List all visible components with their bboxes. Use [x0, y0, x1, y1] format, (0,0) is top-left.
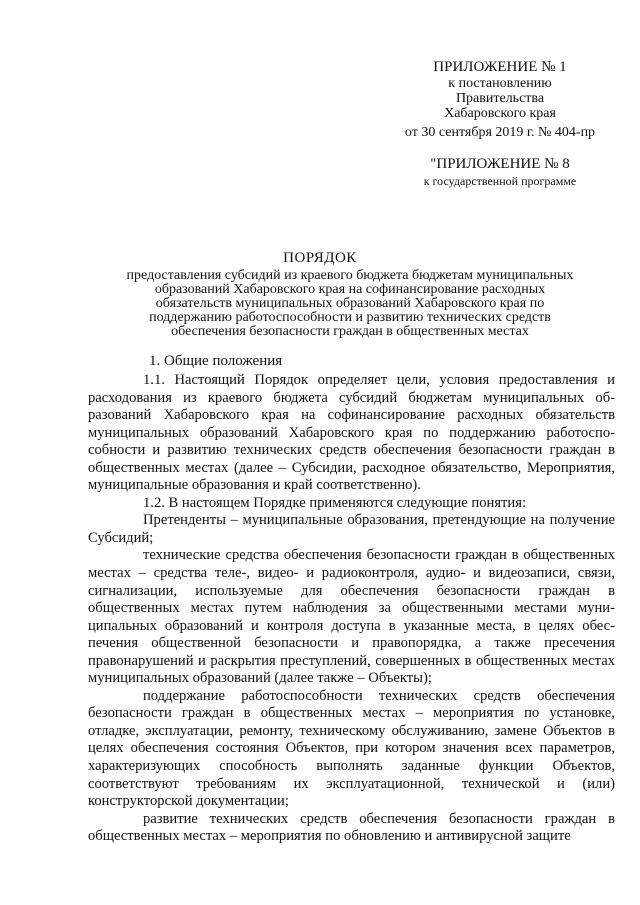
annex-block	[380, 58, 620, 189]
annex-title-2: "ПРИЛОЖЕНИЕ № 8	[430, 156, 570, 172]
subtitle-line: образований Хабаровского края на софинансирование расходных	[154, 282, 546, 297]
subtitle-line: обеспечения безопасности граждан в общественных местах	[171, 324, 529, 339]
paragraph: технические средства обеспечения безопасности граждан в общественных местах – средства теле-, видео- и радиоконтроля, аудио- и видеозаписи, связи, сигнализации, используемые для обеспечения безопасности граждан в общественных местах путем наблюдения за общественными местами муниципальных образований и контроля доступа в указанные места, в целях обеспечения общественной безопасности и правопорядка, а также пресечения правонарушений и раскрытия преступлений, совершенных в общественных местах муниципальных образований (далее также – Объекты);	[88, 547, 615, 687]
subtitle-line: обязательств муниципальных образований Хабаровского края по	[155, 296, 545, 311]
annex-line-4: к государственной программе	[423, 174, 577, 188]
annex-line-1: к постановлению	[448, 76, 552, 91]
annex-title: ПРИЛОЖЕНИЕ № 1	[433, 59, 567, 75]
document-title: ПОРЯДОК	[283, 250, 357, 266]
paragraph: 1.2. В настоящем Порядке применяются следующие понятия:	[143, 494, 527, 511]
paragraph: Претенденты – муниципальные образования, претендующие на получение Субсидий;	[88, 512, 615, 546]
paragraph: поддержание работоспособности технических средств обеспечения безопасности граждан в общественных местах – мероприятия по установке, отладке, эксплуатации, ремонту, техническому обслуживанию, замене Объектов в целях обеспечения состояния Объектов, при котором значения всех параметров, характеризующих способность выполнять заданные функции Объектов, соответствуют требованиям их эксплуатационной, технической и (или) конструкторской документации;	[88, 687, 615, 810]
subtitle-line: поддержанию работоспособности и развитию технических средств	[149, 310, 551, 325]
annex-line-2: Правительства	[455, 91, 545, 106]
annex-line-3: Хабаровского края	[444, 106, 556, 121]
document-subtitle	[108, 269, 592, 339]
annex-date-line: от 30 сентября 2019 г. № 404-пр	[404, 125, 596, 140]
paragraph: развитие технических средств обеспечения безопасности граждан в общественных местах – мероприятия по обновлению и антивирусной защите	[88, 810, 615, 845]
subtitle-line: предоставления субсидий из краевого бюджета бюджетам муниципальных	[126, 268, 574, 283]
body-text	[88, 372, 615, 846]
paragraph: 1.1. Настоящий Порядок определяет цели, условия предоставления и расходования из краевого бюджета субсидий бюджетам муниципальных образований Хабаровского края на софинансирование расходных обязательств муниципальных образований Хабаровского края по поддержанию работоспособности и развитию технических средств обеспечения безопасности граждан в общественных местах (далее – Субсидии, расходное обязательство, Мероприятия, муниципальные образования и край соответственно).	[88, 372, 615, 494]
section-heading: 1. Общие положения	[149, 353, 283, 369]
